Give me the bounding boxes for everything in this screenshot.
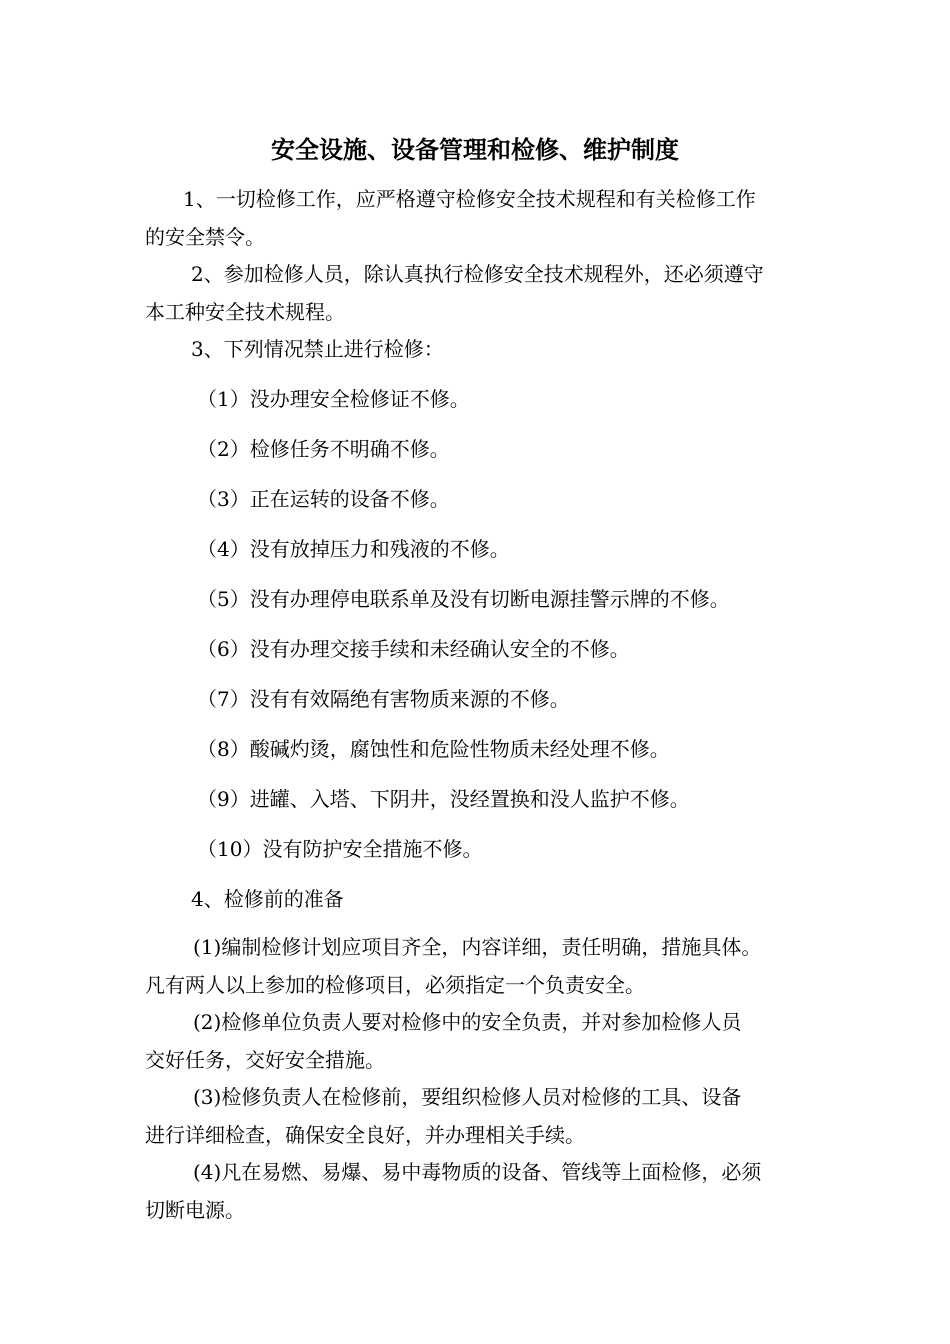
- list-item-7: [145, 680, 810, 718]
- list-item-text: （6）没有办理交接手续和未经确认安全的不修。: [197, 637, 630, 661]
- paragraph-3: [145, 330, 810, 368]
- preparation-item-1: [145, 928, 810, 1004]
- preparation-item-3: [145, 1078, 810, 1154]
- preparation-item-4: [145, 1153, 810, 1229]
- list-item-2: [145, 430, 810, 468]
- list-item-4: [145, 530, 810, 568]
- list-item-text: （4）没有放掉压力和残液的不修。: [197, 537, 510, 561]
- list-item-5: [145, 580, 810, 618]
- list-item-text: （5）没有办理停电联系单及没有切断电源挂警示牌的不修。: [197, 587, 730, 611]
- list-item-1: [145, 380, 810, 418]
- list-item-text: （2）检修任务不明确不修。: [197, 437, 450, 461]
- paragraph-line: 切断电源。: [145, 1198, 245, 1222]
- paragraph-line: 的安全禁令。: [145, 225, 265, 249]
- paragraph-line: 本工种安全技术规程。: [145, 300, 345, 324]
- paragraph-2: [145, 255, 810, 331]
- list-item-8: [145, 730, 810, 768]
- list-item-3: [145, 480, 810, 518]
- list-item-text: （10）没有防护安全措施不修。: [197, 837, 483, 861]
- paragraph-line: (2)检修单位负责人要对检修中的安全负责，并对参加检修人员: [193, 1010, 742, 1034]
- list-item-text: （3）正在运转的设备不修。: [197, 487, 450, 511]
- list-item-text: （1）没办理安全检修证不修。: [197, 387, 470, 411]
- list-item-6: [145, 630, 810, 668]
- preparation-item-2: [145, 1003, 810, 1079]
- list-item-text: （7）没有有效隔绝有害物质来源的不修。: [197, 687, 570, 711]
- paragraph-line: (4)凡在易燃、易爆、易中毒物质的设备、管线等上面检修，必须: [193, 1160, 762, 1184]
- paragraph-line: 2、参加检修人员，除认真执行检修安全技术规程外，还必须遵守: [191, 262, 764, 286]
- paragraph-4: [145, 880, 810, 918]
- document-title: 安全设施、设备管理和检修、维护制度: [271, 136, 679, 164]
- list-item-text: （9）进罐、入塔、下阴井，没经置换和没人监护不修。: [197, 787, 690, 811]
- paragraph-line: 3、下列情况禁止进行检修：: [191, 337, 444, 361]
- paragraph-line: 凡有两人以上参加的检修项目，必须指定一个负责安全。: [145, 973, 645, 997]
- paragraph-line: (3)检修负责人在检修前，要组织检修人员对检修的工具、设备: [193, 1085, 742, 1109]
- list-item-text: （8）酸碱灼烫，腐蚀性和危险性物质未经处理不修。: [197, 737, 670, 761]
- paragraph-line: (1)编制检修计划应项目齐全，内容详细，责任明确，措施具体。: [193, 935, 762, 959]
- paragraph-line: 交好任务，交好安全措施。: [145, 1048, 385, 1072]
- list-item-10: [145, 830, 810, 868]
- paragraph-line: 1、一切检修工作，应严格遵守检修安全技术规程和有关检修工作: [183, 187, 756, 211]
- list-item-9: [145, 780, 810, 818]
- paragraph-line: 4、检修前的准备: [191, 887, 344, 911]
- paragraph-line: 进行详细检查，确保安全良好，并办理相关手续。: [145, 1123, 585, 1147]
- paragraph-1: [145, 180, 810, 256]
